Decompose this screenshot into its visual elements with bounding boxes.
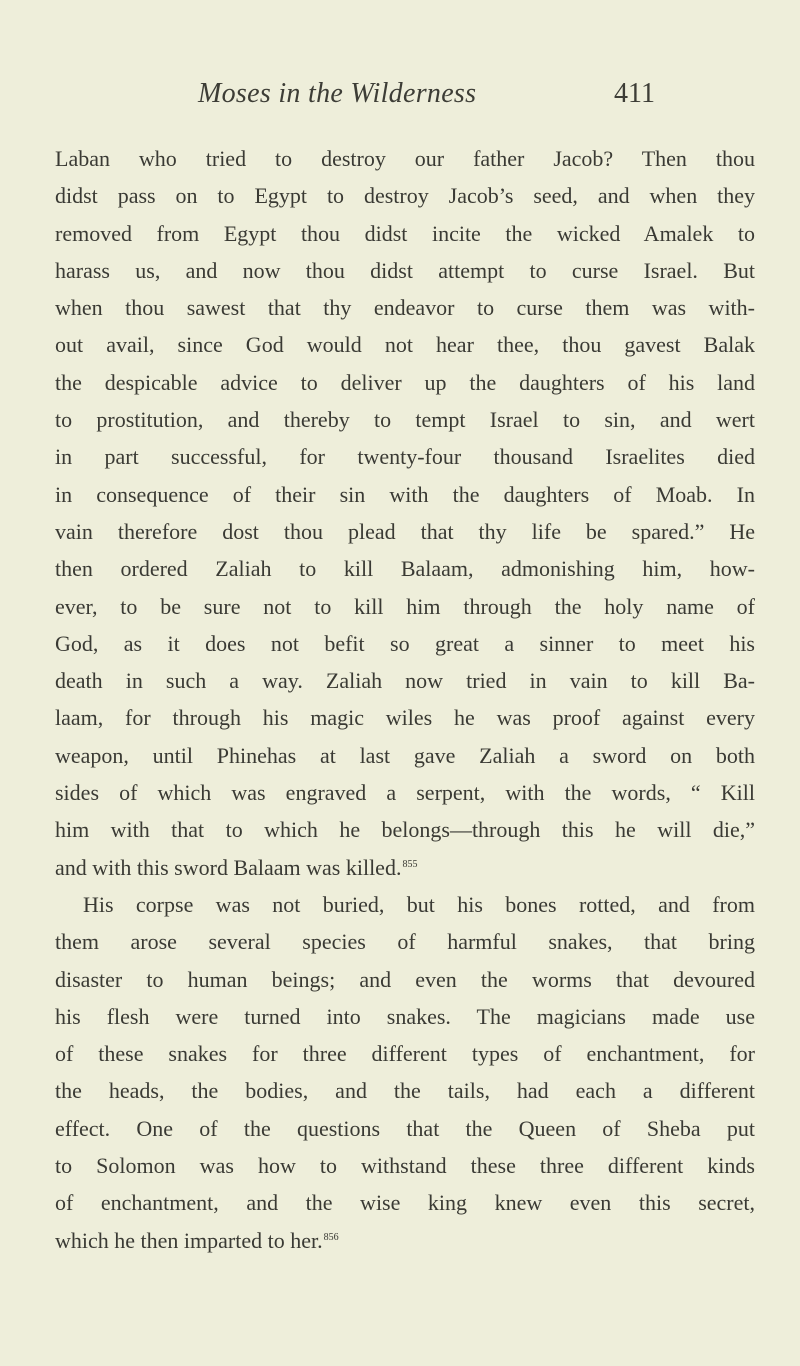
text-line: when thou sawest that thy endeavor to curse them was with- <box>55 295 755 321</box>
text-line: vain therefore dost thou plead that thy life be spared.” He <box>55 518 755 544</box>
running-head: Moses in the Wilderness <box>198 78 477 109</box>
text-line: laam, for through his magic wiles he was proof against every <box>55 705 755 731</box>
text-line: the despicable advice to deliver up the daughters of his land <box>55 369 755 395</box>
text-line: of these snakes for three different types of enchantment, for <box>55 1041 755 1067</box>
text-line: harass us, and now thou didst attempt to curse Israel. But <box>55 257 755 283</box>
text-line: in part successful, for twenty-four thousand Israelites died <box>55 444 755 470</box>
footnote-marker: 855 <box>402 858 418 870</box>
text-line: didst pass on to Egypt to destroy Jacob’s seed, and when they <box>55 183 755 209</box>
text-line: sides of which was engraved a serpent, with the words, “ Kill <box>55 780 755 806</box>
footnote-marker: 856 <box>323 1231 339 1243</box>
text-line: then ordered Zaliah to kill Balaam, admonishing him, how- <box>55 556 755 582</box>
text-line: weapon, until Phinehas at last gave Zaliah a sword on both <box>55 742 755 768</box>
text-line: removed from Egypt thou didst incite the wicked Amalek to <box>55 220 755 246</box>
page-header <box>0 78 800 118</box>
paragraph-2 <box>55 886 755 1259</box>
text-line: effect. One of the questions that the Queen of Sheba put <box>55 1115 755 1141</box>
text-line: Laban who tried to destroy our father Jacob? Then thou <box>55 146 755 171</box>
text-line: them arose several species of harmful snakes, that bring <box>55 929 755 955</box>
text-line: to Solomon was how to withstand these three different kinds <box>55 1153 755 1179</box>
page-number: 411 <box>614 78 655 109</box>
text-line-content: and with this sword Balaam was killed. <box>55 854 402 880</box>
text-line: his flesh were turned into snakes. The magicians made use <box>55 1003 755 1029</box>
text-line: out avail, since God would not hear thee, thou gavest Balak <box>55 332 755 358</box>
text-line: in consequence of their sin with the daughters of Moab. In <box>55 481 755 507</box>
text-line-last <box>55 849 755 886</box>
body-text <box>55 140 755 1259</box>
text-line-indented: His corpse was not buried, but his bones rotted, and from <box>83 891 755 917</box>
text-line: to prostitution, and thereby to tempt Israel to sin, and wert <box>55 407 755 433</box>
text-line: him with that to which he belongs—through this he will die,” <box>55 817 755 843</box>
text-line: disaster to human beings; and even the worms that devoured <box>55 966 755 992</box>
paragraph-1 <box>55 140 755 886</box>
text-line: ever, to be sure not to kill him through the holy name of <box>55 593 755 619</box>
text-line-last <box>55 1222 755 1259</box>
text-line: God, as it does not befit so great a sinner to meet his <box>55 630 755 656</box>
text-line-content: which he then imparted to her. <box>55 1227 323 1253</box>
text-line: death in such a way. Zaliah now tried in vain to kill Ba- <box>55 668 755 694</box>
text-line: the heads, the bodies, and the tails, had each a different <box>55 1078 755 1104</box>
text-line: of enchantment, and the wise king knew even this secret, <box>55 1190 755 1216</box>
